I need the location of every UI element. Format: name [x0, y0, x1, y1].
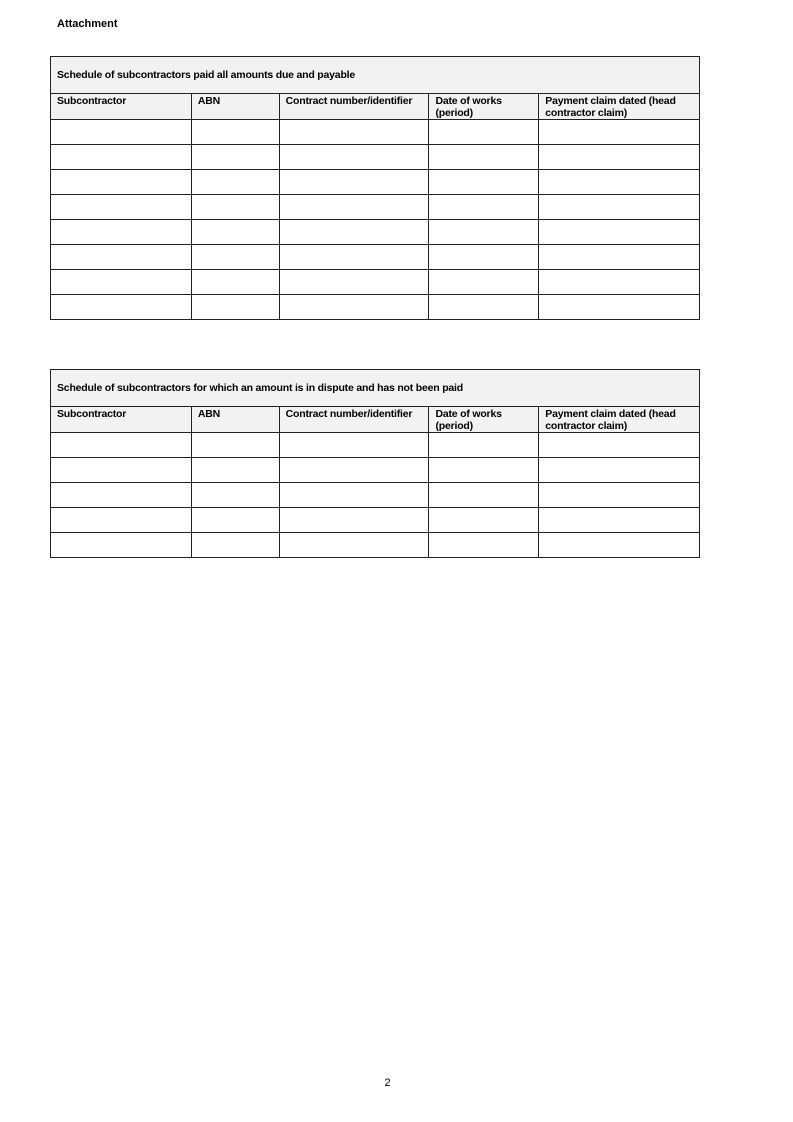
table-cell[interactable]: [191, 508, 279, 533]
table-cell[interactable]: [429, 145, 539, 170]
column-header-date-of-works: Date of works (period): [429, 94, 539, 120]
table-cell[interactable]: [279, 533, 429, 558]
table-title: Schedule of subcontractors paid all amounts due and payable: [51, 57, 700, 94]
table-row: [51, 145, 700, 170]
column-header-abn: ABN: [191, 407, 279, 433]
table-row: [51, 433, 700, 458]
table-cell[interactable]: [539, 433, 700, 458]
table-cell[interactable]: [279, 433, 429, 458]
table-cell[interactable]: [539, 195, 700, 220]
table-row: [51, 220, 700, 245]
column-header-payment-claim: Payment claim dated (head contractor claim): [539, 94, 700, 120]
table-cell[interactable]: [279, 270, 429, 295]
table-cell[interactable]: [539, 220, 700, 245]
attachment-heading: Attachment: [57, 18, 118, 30]
table-cell[interactable]: [279, 458, 429, 483]
table-cell[interactable]: [51, 533, 192, 558]
disputed-subcontractors-table: [50, 369, 700, 558]
table-cell[interactable]: [279, 483, 429, 508]
table-cell[interactable]: [539, 458, 700, 483]
table-cell[interactable]: [191, 145, 279, 170]
table-cell[interactable]: [51, 508, 192, 533]
table-cell[interactable]: [279, 220, 429, 245]
table-row: [51, 120, 700, 145]
table-cell[interactable]: [539, 120, 700, 145]
column-header-payment-claim: Payment claim dated (head contractor claim): [539, 407, 700, 433]
table-cell[interactable]: [51, 295, 192, 320]
table-cell[interactable]: [539, 533, 700, 558]
table-cell[interactable]: [539, 295, 700, 320]
table-title: Schedule of subcontractors for which an amount is in dispute and has not been paid: [51, 370, 700, 407]
table-cell[interactable]: [191, 433, 279, 458]
table-row: [51, 508, 700, 533]
table-cell[interactable]: [191, 270, 279, 295]
table-cell[interactable]: [51, 483, 192, 508]
table-cell[interactable]: [539, 145, 700, 170]
table-cell[interactable]: [191, 483, 279, 508]
table-cell[interactable]: [429, 120, 539, 145]
table-cell[interactable]: [429, 195, 539, 220]
table-cell[interactable]: [539, 483, 700, 508]
table-cell[interactable]: [191, 195, 279, 220]
table-cell[interactable]: [279, 145, 429, 170]
column-header-abn: ABN: [191, 94, 279, 120]
table-cell[interactable]: [539, 170, 700, 195]
table-row: [51, 195, 700, 220]
table-cell[interactable]: [51, 120, 192, 145]
table-cell[interactable]: [191, 120, 279, 145]
table-cell[interactable]: [429, 508, 539, 533]
table-cell[interactable]: [539, 245, 700, 270]
table-cell[interactable]: [51, 220, 192, 245]
table-cell[interactable]: [279, 508, 429, 533]
table-cell[interactable]: [279, 245, 429, 270]
table-row: [51, 458, 700, 483]
table-cell[interactable]: [191, 295, 279, 320]
table-cell[interactable]: [279, 120, 429, 145]
table-cell[interactable]: [51, 433, 192, 458]
page-number: 2: [384, 1077, 391, 1089]
table-row: [51, 170, 700, 195]
table-cell[interactable]: [191, 170, 279, 195]
table-row: [51, 245, 700, 270]
table-cell[interactable]: [279, 170, 429, 195]
table-row: [51, 270, 700, 295]
column-header-date-of-works: Date of works (period): [429, 407, 539, 433]
paid-subcontractors-table: [50, 56, 700, 320]
column-header-subcontractor: Subcontractor: [51, 407, 192, 433]
table-body: [51, 120, 700, 320]
table-cell[interactable]: [51, 145, 192, 170]
table-cell[interactable]: [539, 270, 700, 295]
table-cell[interactable]: [429, 433, 539, 458]
table-cell[interactable]: [429, 220, 539, 245]
table-cell[interactable]: [429, 483, 539, 508]
table-cell[interactable]: [51, 245, 192, 270]
table-cell[interactable]: [191, 245, 279, 270]
table-cell[interactable]: [51, 458, 192, 483]
table-cell[interactable]: [51, 170, 192, 195]
column-header-subcontractor: Subcontractor: [51, 94, 192, 120]
table-body: [51, 433, 700, 558]
table-cell[interactable]: [51, 195, 192, 220]
column-header-contract-number: Contract number/identifier: [279, 94, 429, 120]
table-cell[interactable]: [191, 533, 279, 558]
table-cell[interactable]: [279, 195, 429, 220]
table-cell[interactable]: [191, 220, 279, 245]
table-cell[interactable]: [279, 295, 429, 320]
table-row: [51, 533, 700, 558]
table-cell[interactable]: [429, 170, 539, 195]
table-row: [51, 295, 700, 320]
table-cell[interactable]: [429, 295, 539, 320]
table-cell[interactable]: [429, 245, 539, 270]
column-header-contract-number: Contract number/identifier: [279, 407, 429, 433]
table-cell[interactable]: [429, 458, 539, 483]
table-cell[interactable]: [51, 270, 192, 295]
table-cell[interactable]: [429, 270, 539, 295]
table-cell[interactable]: [539, 508, 700, 533]
table-cell[interactable]: [429, 533, 539, 558]
table-cell[interactable]: [191, 458, 279, 483]
table-row: [51, 483, 700, 508]
